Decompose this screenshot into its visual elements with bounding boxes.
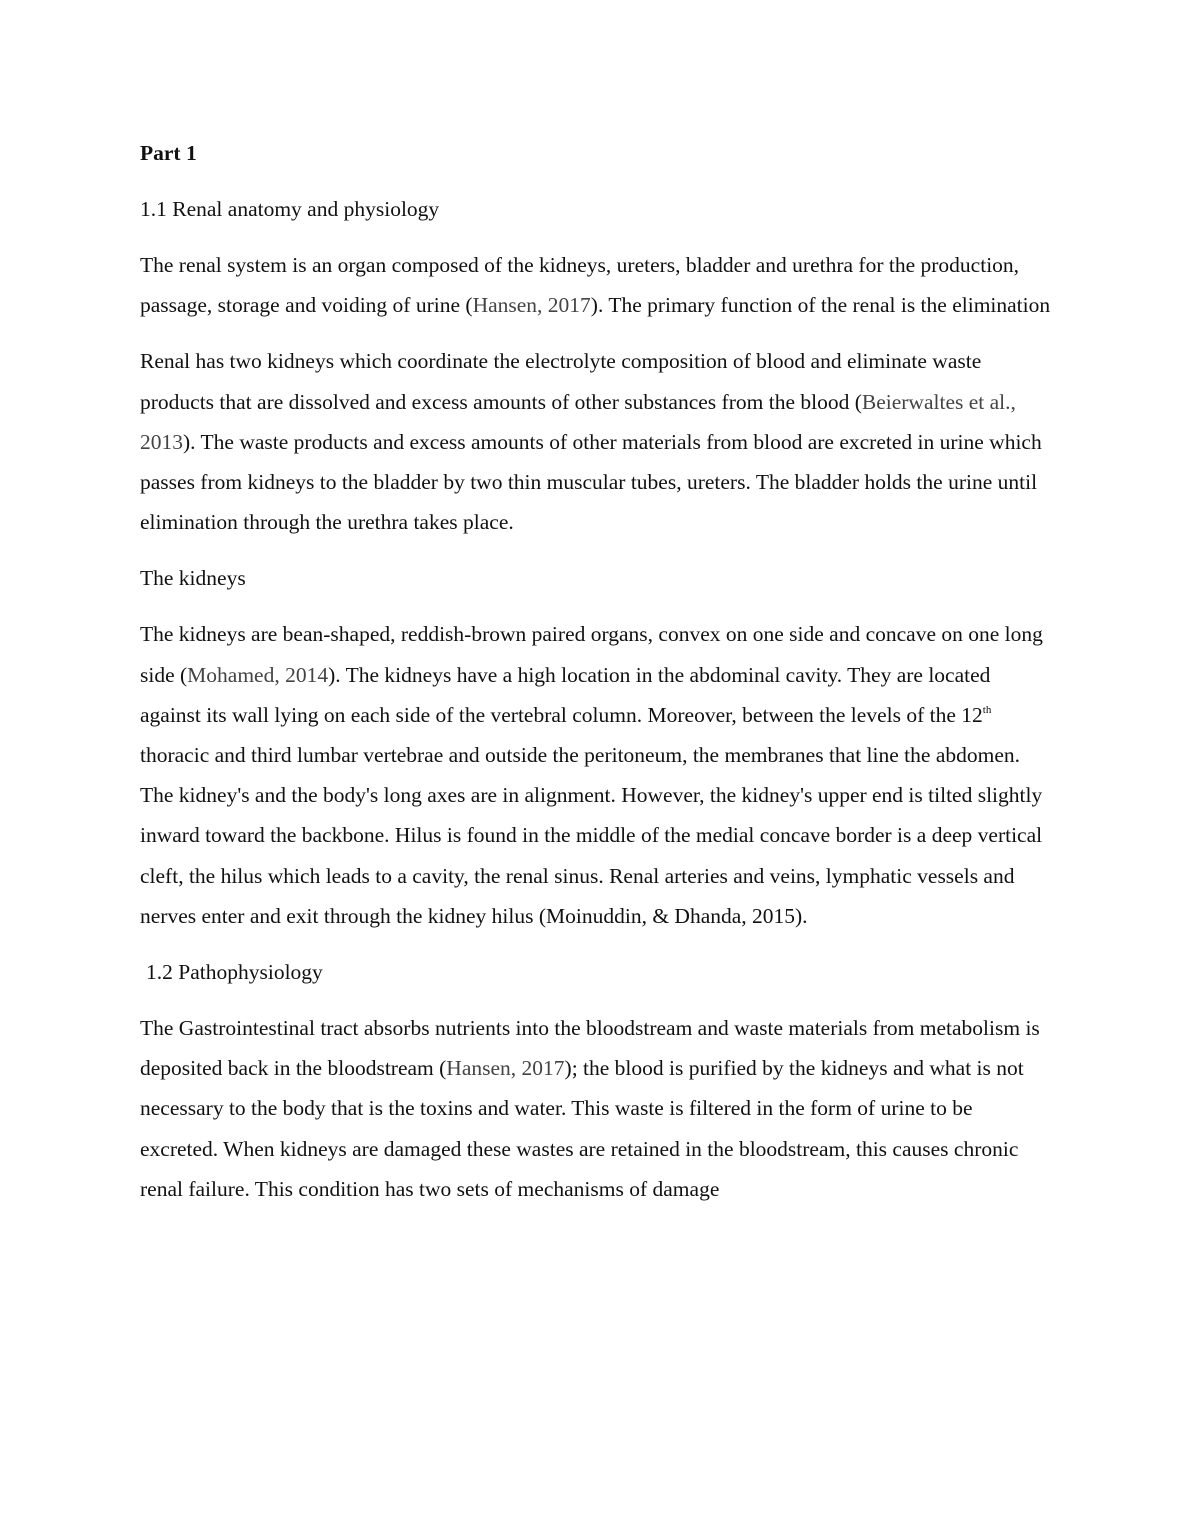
citation: Hansen, 2017	[472, 293, 591, 318]
paragraph-two-kidneys	[140, 341, 1052, 542]
section-heading-pathophysiology: 1.2 Pathophysiology	[146, 960, 323, 985]
paragraph-text: The renal system is an organ composed of the kidneys, ureters, bladder and urethra for the production, passage, storage and voiding of urine (	[140, 253, 1020, 318]
paragraph-text: ). The primary function of the renal is the elimination	[590, 293, 1051, 318]
paragraph-text: Renal has two kidneys which coordinate the electrolyte composition of blood and eliminate waste products that are dissolved and excess amounts of other substances from the blood (	[140, 349, 982, 414]
part-title: Part 1	[140, 141, 197, 165]
citation: Hansen, 2017	[446, 1056, 565, 1081]
paragraph-text: The Gastrointestinal tract absorbs nutrients into the bloodstream and waste materials from metabolism is deposited back in the bloodstream (	[140, 1016, 1040, 1081]
paragraph-pathophysiology	[140, 1008, 1052, 1209]
section-heading-renal-anatomy: 1.1 Renal anatomy and physiology	[140, 197, 440, 221]
paragraph-text: thoracic and third lumbar vertebrae and outside the peritoneum, the membranes that line the abdomen. The kidney's and the body's long axes are in alignment. However, the kidney's upper end is tilted slightly inward toward the backbone. Hilus is found in the middle of the medial concave border is a deep vertical cleft, the hilus which leads to a cavity, the renal sinus. Renal arteries and veins, lymphatic vessels and nerves enter and exit through the kidney hilus (Moinuddin, & Dhanda, 2015).	[140, 743, 1043, 928]
section-heading-kidneys: The kidneys	[140, 566, 246, 591]
paragraph-text: ). The kidneys have a high location in the abdominal cavity. They are located against its wall lying on each side of the vertebral column. Moreover, between the levels of the 12	[140, 662, 991, 727]
paragraph-renal-system	[140, 245, 1052, 325]
citation: Mohamed, 2014	[187, 662, 329, 687]
document-page	[140, 137, 1052, 1229]
superscript: th	[982, 703, 992, 716]
paragraph-text: ). The waste products and excess amounts of other materials from blood are excreted in urine which passes from kidneys to the bladder by two thin muscular tubes, ureters. The bladder holds the urine until elimination through the urethra takes place.	[140, 429, 1042, 535]
citation: Beierwaltes et al., 2013	[140, 389, 1016, 454]
paragraph-kidneys	[140, 614, 1052, 936]
paragraph-text: The kidneys are bean-shaped, reddish-brown paired organs, convex on one side and concave on one long side (	[140, 622, 1043, 687]
paragraph-text: ); the blood is purified by the kidneys and what is not necessary to the body that is the toxins and water. This waste is filtered in the form of urine to be excreted. When kidneys are damaged these wastes are retained in the bloodstream, this causes chronic renal failure. This condition has two sets of mechanisms of damage	[140, 1056, 1024, 1201]
